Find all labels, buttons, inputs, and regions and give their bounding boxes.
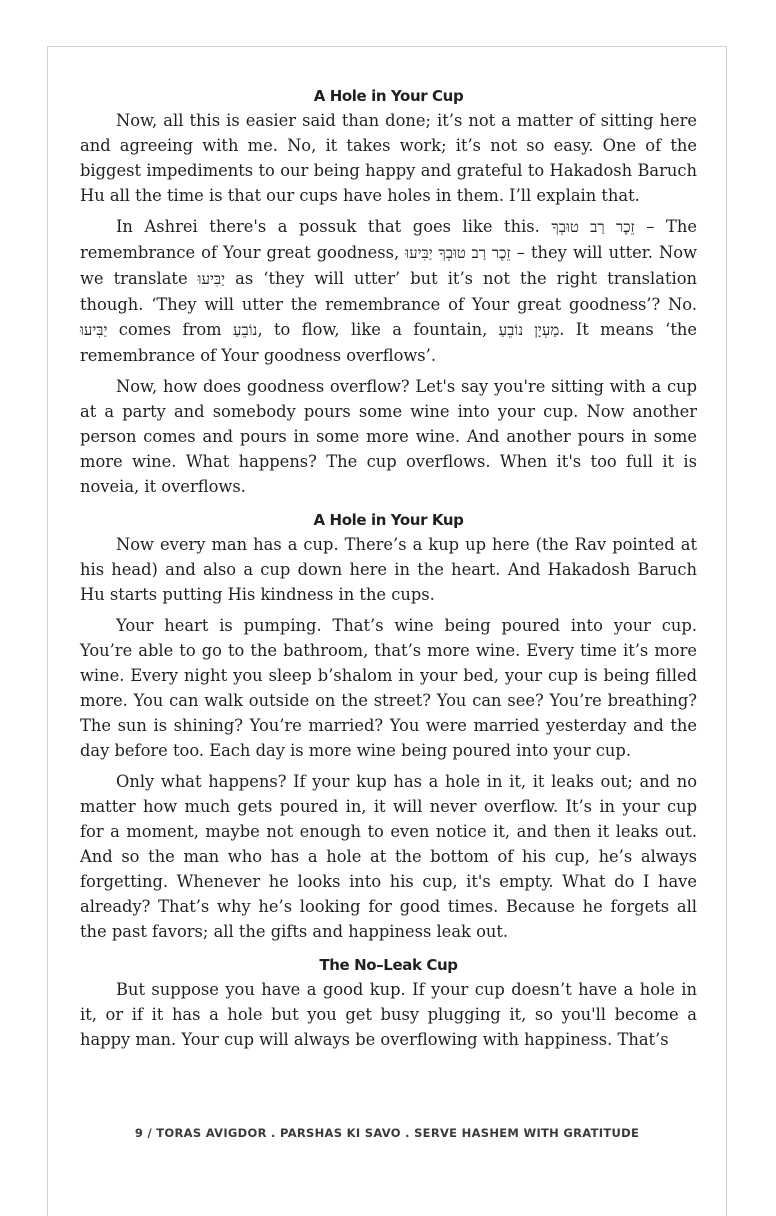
text-run: – they will utter. Now we translate xyxy=(80,243,698,288)
paragraph: But suppose you have a good kup. If your cup doesn’t have a hole in it, or if it has a hole but you get busy plugging it, so you'll become a happy man. Your cup will always be overflowing with happiness. That’s xyxy=(80,980,697,1049)
hebrew-text: נוֹבֵעַ xyxy=(233,321,258,339)
text-run: as ‘they will utter’ but it’s not the right translation though. ‘They will utter the remembrance of Your great goodness’? No. xyxy=(80,269,697,314)
paragraph-ashrei xyxy=(80,214,697,368)
section-heading: A Hole in Your Kup xyxy=(313,511,464,529)
paragraph: Now, all this is easier said than done; it’s not a matter of sitting here and agreeing with me. No, it takes work; it’s not so easy. One of the biggest impediments to our being happy and grateful to Hakadosh Baruch Hu all the time is that our cups have holes in them. I’ll explain that. xyxy=(80,111,697,205)
text-run: , to flow, like a fountain, xyxy=(257,320,488,339)
paragraph: Only what happens? If your kup has a hole in it, it leaks out; and no matter how much gets poured in, it will never overflow. It’s in your cup for a moment, maybe not enough to even notice it, and then it leaks out. And so the man who has a hole at the bottom of his cup, he’s always forgetting. Whenever he looks into his cup, it's empty. What do I have already? That’s why he’s looking for good times. Because he forgets all the past favors; all the gifts and happiness leak out. xyxy=(80,772,697,941)
section-heading: A Hole in Your Cup xyxy=(313,87,464,105)
hebrew-text: מַעְיָן נוֹבֵעַ xyxy=(498,321,560,339)
text-run: . It means ‘the remembrance of Your goodness overflows’. xyxy=(80,320,698,365)
text-run: – The remembrance of Your great goodness, xyxy=(80,217,697,262)
hebrew-text: זֵכֶר רַב טוּבְךָ xyxy=(551,218,635,236)
paragraph: Now, how does goodness overflow? Let's say you're sitting with a cup at a party and somebody pours some wine into your cup. Now another person comes and pours in some more wine. And another pours in some more wine. What happens? The cup overflows. When it's too full it is noveia, it overflows. xyxy=(80,377,697,496)
page-footer: 9 / TORAS AVIGDOR . PARSHAS KI SAVO . SERVE HASHEM WITH GRATITUDE xyxy=(134,1126,640,1140)
hebrew-text: יַבִּיעוּ xyxy=(80,321,108,339)
page-content xyxy=(80,84,697,1052)
hebrew-text: יַבִּיעוּ xyxy=(197,270,226,288)
section-heading: The No–Leak Cup xyxy=(319,956,458,974)
hebrew-text: זֵכֶר רַב טוּבְךָ יַבִּיעוּ xyxy=(405,244,511,262)
text-run: comes from xyxy=(107,320,222,339)
text-run: In Ashrei there's a possuk that goes like this. xyxy=(116,217,540,236)
paragraph: Your heart is pumping. That’s wine being poured into your cup. You’re able to go to the bathroom, that’s more wine. Every time it’s more wine. Every night you sleep b’shalom in your bed, your cup is being filled more. You can walk outside on the street? You can see? You’re breathing? The sun is shining? You’re married? You were married yesterday and the day before too. Each day is more wine being poured into your cup. xyxy=(80,616,697,760)
paragraph: Now every man has a cup. There’s a kup up here (the Rav pointed at his head) and also a cup down here in the heart. And Hakadosh Baruch Hu starts putting His kindness in the cups. xyxy=(80,535,697,604)
